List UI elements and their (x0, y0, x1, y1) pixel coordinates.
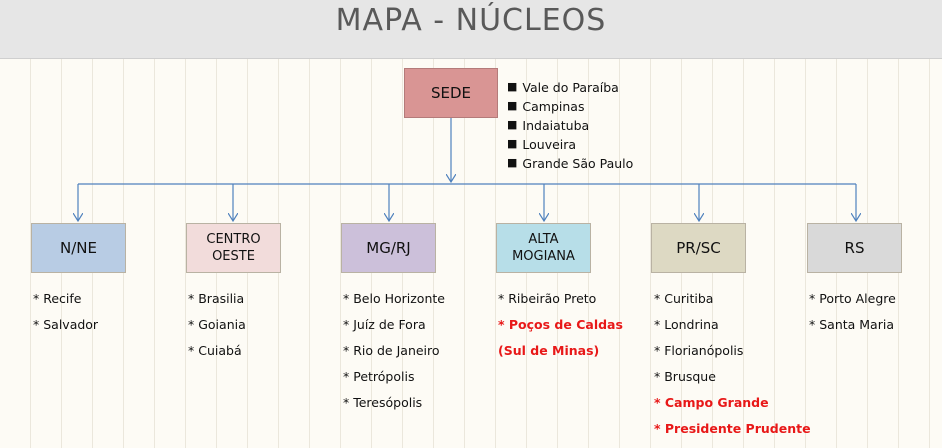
city-item: * Porto Alegre (809, 291, 896, 306)
city-item: * Juíz de Fora (343, 317, 426, 332)
region-label: ALTA (528, 232, 559, 247)
bullet-mark: ■ (507, 80, 518, 93)
city-item: * Rio de Janeiro (343, 343, 440, 358)
city-item: * Florianópolis (654, 343, 744, 358)
bullet-mark: ■ (507, 156, 518, 169)
region-city-list-alta-mogiana (498, 286, 623, 364)
sede-location-item: ■ Indaiatuba (507, 118, 590, 133)
region-city-list-mgrj (343, 286, 445, 416)
region-label: MG/RJ (366, 238, 411, 257)
bullet-mark: ■ (507, 137, 518, 150)
region-label: N/NE (60, 238, 97, 257)
city-item: * Brasilia (188, 291, 245, 306)
region-box-prsc (651, 223, 746, 273)
city-item-highlighted: * Poços de Caldas (498, 317, 623, 332)
region-city-list-rs (809, 286, 896, 338)
region-box-nne (31, 223, 126, 273)
bullet-mark: ■ (507, 118, 518, 131)
sede-location-item: ■ Vale do Paraíba (507, 80, 619, 95)
region-city-list-centro-oeste (188, 286, 246, 364)
region-city-list-prsc (654, 286, 811, 442)
city-item: * Belo Horizonte (343, 291, 445, 306)
region-label: CENTRO (206, 232, 261, 247)
sede-location-item: ■ Campinas (507, 99, 585, 114)
bullet-mark: ■ (507, 99, 518, 112)
city-item: * Recife (33, 291, 82, 306)
page-title: MAPA - NÚCLEOS (335, 3, 607, 38)
city-item: * Petrópolis (343, 369, 415, 384)
region-box-mgrj (341, 223, 436, 273)
region-box-centro-oeste (186, 223, 281, 273)
sede-box (404, 68, 498, 118)
region-box-alta-mogiana (496, 223, 591, 273)
region-box-rs (807, 223, 902, 273)
city-item: * Ribeirão Preto (498, 291, 597, 306)
sede-location-list (507, 79, 633, 174)
sede-location-item: ■ Grande São Paulo (507, 156, 634, 171)
city-item-highlighted: * Campo Grande (654, 395, 769, 410)
region-city-list-nne (33, 286, 98, 338)
city-item: * Cuiabá (188, 343, 242, 358)
region-label: PR/SC (676, 238, 721, 257)
city-item: * Goiania (188, 317, 246, 332)
sede-location-item: ■ Louveira (507, 137, 577, 152)
region-label: OESTE (212, 249, 255, 264)
city-item: * Brusque (654, 369, 716, 384)
city-item: * Curitiba (654, 291, 714, 306)
region-label: RS (844, 238, 865, 257)
city-item: * Londrina (654, 317, 719, 332)
sede-label: SEDE (430, 83, 472, 102)
city-item: * Teresópolis (343, 395, 423, 410)
city-item-highlighted: (Sul de Minas) (498, 343, 600, 358)
region-label: MOGIANA (512, 249, 575, 264)
city-item: * Santa Maria (809, 317, 894, 332)
city-item: * Salvador (33, 317, 99, 332)
city-item-highlighted: * Presidente Prudente (654, 421, 811, 436)
